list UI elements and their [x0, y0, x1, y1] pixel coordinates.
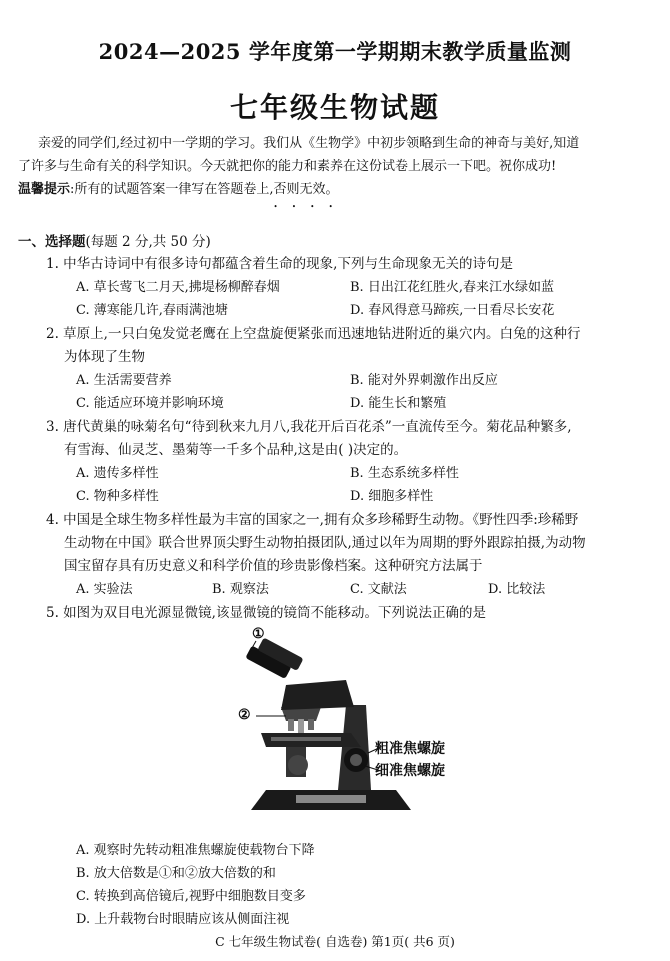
- q4-option-c: C. 文献法: [350, 582, 407, 597]
- section-heading: [18, 230, 211, 250]
- q5-option-c: C. 转换到高倍镜后,视野中细胞数目变多: [76, 889, 306, 904]
- microscope-arm: [338, 705, 371, 790]
- q2-option-d: D. 能生长和繁殖: [350, 396, 447, 411]
- eyepiece-label: ①: [252, 626, 265, 642]
- warm-tip-label: 温馨提示: [18, 182, 71, 197]
- q1-stem: 1. 中华古诗词中有很多诗句都蕴含着生命的现象,下列与生命现象无关的诗句是: [46, 256, 513, 272]
- exam-subject-title: 七年级生物试题: [229, 91, 440, 124]
- q2-stem-1: 2. 草原上,一只白兔发觉老鹰在上空盘旋便紧张而迅速地钻进附近的巢穴内。白兔的这种行: [46, 326, 581, 342]
- q2-option-c: C. 能适应环境并影响环境: [76, 396, 224, 411]
- intro-line-1: 亲爱的同学们,经过初中一学期的学习。我们从《生物学》中初步领略到生命的神奇与美好,知道: [38, 136, 580, 151]
- warm-tip-emphasis: 否则无效 • • • •: [274, 182, 326, 197]
- q5-option-b: B. 放大倍数是①和②放大倍数的和: [76, 866, 276, 881]
- fine-focus-knob: [350, 754, 362, 766]
- q5-option-d: D. 上升载物台时眼睛应该从侧面注视: [76, 912, 290, 927]
- q1-option-d: D. 春风得意马蹄疾,一日看尽长安花: [350, 303, 555, 318]
- q4-stem-3: 国宝留存具有历史意义和科学价值的珍贵影像档案。这种研究方法属于: [64, 558, 483, 574]
- section-label: 一、选择题: [18, 234, 86, 250]
- objective-label: ②: [238, 707, 251, 723]
- objective-lens: [288, 719, 294, 731]
- warm-tip-text: :所有的试题答案一律写在答题卷上,: [70, 182, 274, 197]
- section-note: (每题 2 分,共 50 分): [85, 234, 211, 250]
- q5-option-a: A. 观察时先转动粗准焦螺旋使载物台下降: [76, 843, 315, 858]
- q2-stem-2: 为体现了生物: [64, 349, 145, 365]
- warm-tip-end: 。: [325, 182, 339, 197]
- page-footer: C 七年级生物试卷( 自选卷) 第1页( 共6 页): [215, 934, 455, 949]
- q3-stem-2: 有雪海、仙灵芝、墨菊等一千多个品种,这是由( )决定的。: [64, 442, 408, 458]
- q2-option-a: A. 生活需要营养: [76, 373, 172, 388]
- fine-focus-label: 细准焦螺旋: [375, 763, 445, 779]
- q4-stem-2: 生动物在中国》联合世界顶尖野生动物拍摄团队,通过以年为周期的野外跟踪拍摄,为动物: [64, 535, 586, 551]
- q4-option-d: D. 比较法: [488, 582, 546, 597]
- q4-stem-1: 4. 中国是全球生物多样性最为丰富的国家之一,拥有众多珍稀野生动物。《野性四季:珍稀野: [46, 512, 579, 528]
- condenser: [288, 755, 308, 775]
- q1-option-c: C. 薄寒能几许,春雨满池塘: [76, 303, 228, 318]
- q5-stem: 5. 如图为双目电光源显微镜,该显微镜的镜筒不能移动。下列说法正确的是: [46, 605, 486, 621]
- q4-option-b: B. 观察法: [212, 582, 269, 597]
- q3-option-a: A. 遗传多样性: [76, 466, 159, 481]
- exam-header-title: 2024—2025 学年度第一学期期末教学质量监测: [98, 39, 572, 64]
- coarse-focus-label: 粗准焦螺旋: [375, 741, 445, 757]
- q3-stem-1: 3. 唐代黄巢的咏菊名句“待到秋来九月八,我花开后百花杀”一直流传至今。菊花品种繁多,: [46, 419, 572, 435]
- light-source: [296, 795, 366, 803]
- q1-option-a: A. 草长莺飞二月天,拂堤杨柳醉春烟: [76, 280, 280, 295]
- q4-option-a: A. 实验法: [76, 582, 133, 597]
- q3-option-c: C. 物种多样性: [76, 489, 159, 504]
- warm-tip: [18, 178, 339, 201]
- intro-line-2: 了许多与生命有关的科学知识。今天就把你的能力和素养在这份试卷上展示一下吧。祝你成功!: [18, 159, 557, 174]
- q3-option-b: B. 生态系统多样性: [350, 466, 459, 481]
- q2-option-b: B. 能对外界刺激作出反应: [350, 373, 498, 388]
- q3-option-d: D. 细胞多样性: [350, 489, 434, 504]
- microscope-head: [281, 680, 354, 710]
- microscope-figure: [226, 625, 426, 830]
- q1-option-b: B. 日出江花红胜火,春来江水绿如蓝: [350, 280, 554, 295]
